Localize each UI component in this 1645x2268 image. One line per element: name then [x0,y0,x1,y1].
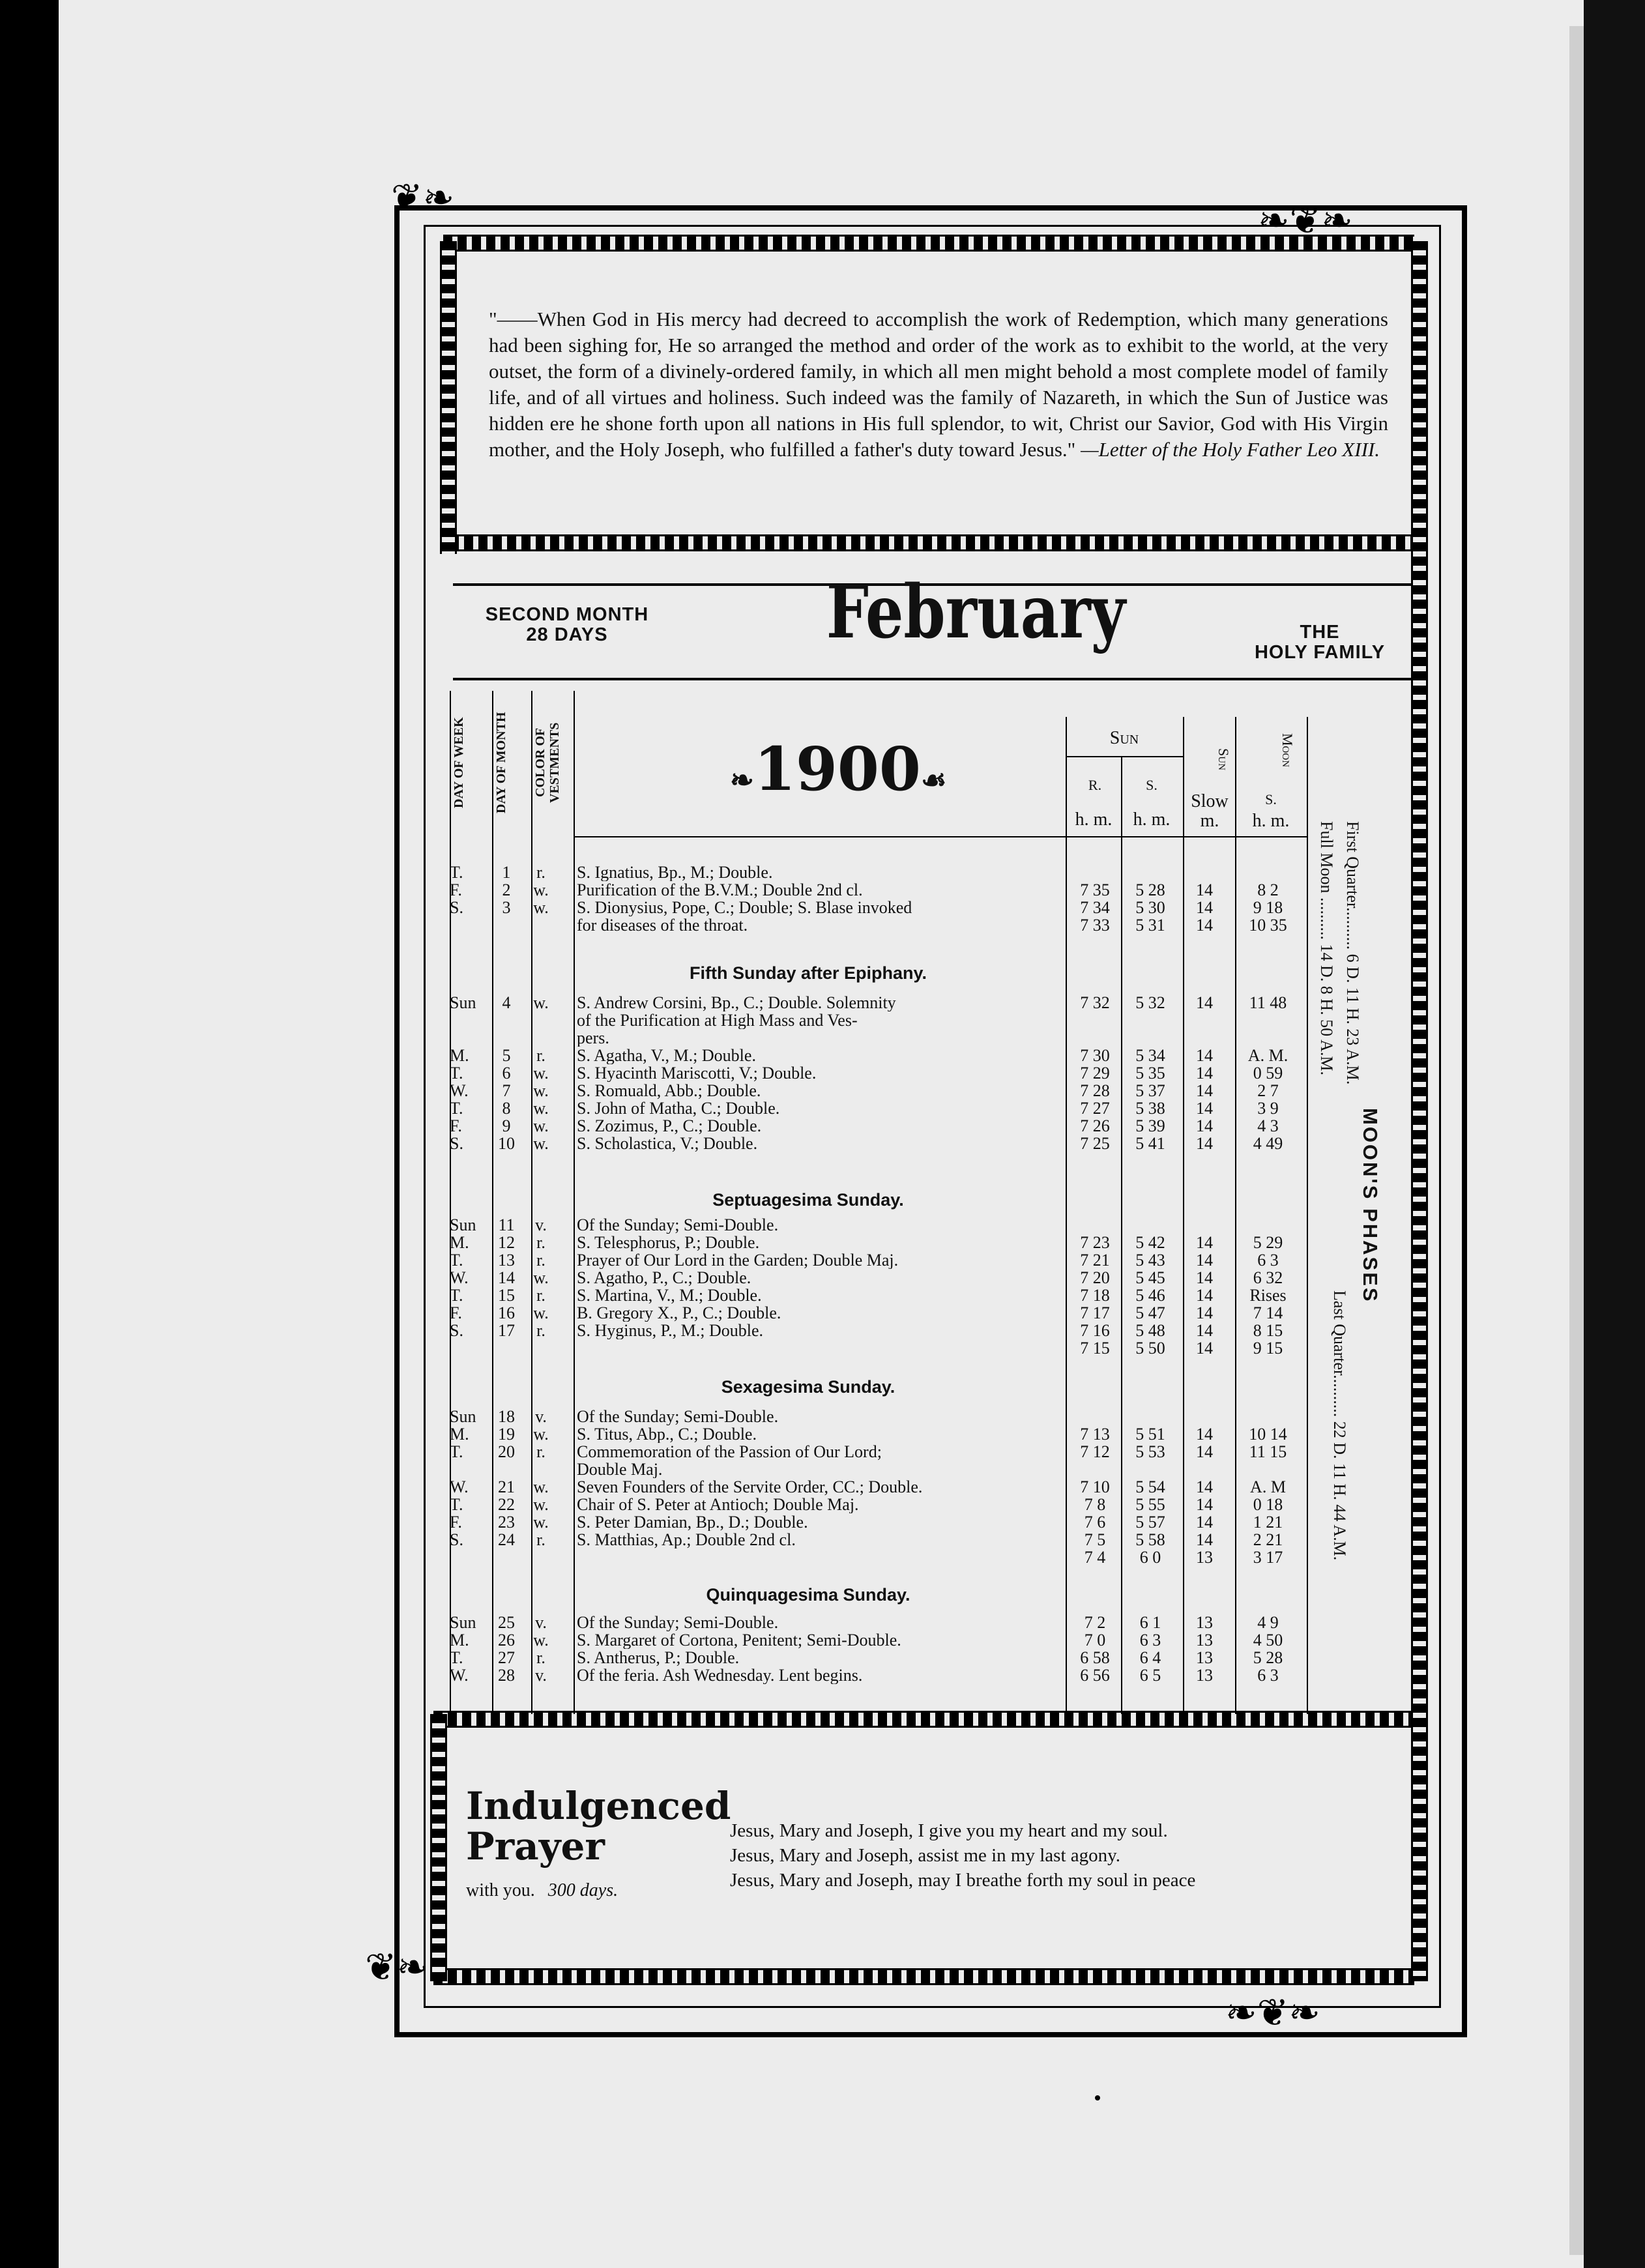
cell-dom: 13 [498,1251,515,1270]
quote-attribution: —Letter of the Holy Father Leo XIII. [1081,438,1380,461]
cell-dom: 25 [498,1613,515,1632]
cell-moon: 10 35 [1249,916,1287,935]
cell-slow: 14 [1196,1425,1213,1444]
set-unit: h. m. [1133,809,1171,830]
cell-set: 5 50 [1135,1339,1165,1358]
quote-block [489,306,1388,463]
cell-dom: 16 [498,1303,515,1322]
cell-moon: 4 49 [1253,1134,1283,1153]
cell-dow: S. [450,898,463,917]
cell-set: 5 46 [1135,1286,1165,1305]
cell-dow: W. [450,1666,469,1685]
cell-dow: T. [450,863,463,882]
cell-col: w. [533,1081,549,1100]
table-line [1307,717,1308,1714]
chain-border-above-prayer [433,1711,1414,1728]
cell-feast: Seven Founders of the Servite Order, CC.; Double. [577,1478,923,1496]
prayer-line: Jesus, Mary and Joseph, assist me in my last agony. [730,1845,1121,1866]
cell-col: r. [536,1530,546,1549]
cell-feast: B. Gregory X., P., C.; Double. [577,1304,781,1322]
cell-dom: 7 [502,1081,511,1100]
moon-unit: h. m. [1252,811,1290,831]
cell-slow: 14 [1196,1134,1213,1153]
cell-moon: 4 3 [1257,1116,1279,1135]
cell-dow: M. [450,1046,469,1065]
col-header-day-of-week: DAY OF WEEK [452,717,466,808]
cell-feast: Prayer of Our Lord in the Garden; Double Maj. [577,1251,899,1269]
cell-moon: 4 50 [1253,1631,1283,1650]
cell-dow: W. [450,1477,469,1496]
cell-dow: Sun [450,993,476,1012]
cell-rise: 7 27 [1080,1099,1110,1118]
cell-rise: 7 26 [1080,1116,1110,1135]
cell-dow: T. [450,1648,463,1667]
cell-slow: 14 [1196,1099,1213,1118]
sun-set-header: S. [1146,777,1157,793]
floral-ornament-top-right: ❧❦❧ [1258,199,1353,242]
cell-set: 5 57 [1135,1513,1165,1532]
last-quarter: Last Quarter.......... 22 D. 11 H. 44 A.M. [1330,1290,1349,1561]
cell-moon: 11 48 [1249,993,1287,1012]
cell-rise: 7 32 [1080,993,1110,1012]
prayer-with-you: with you. [466,1880,535,1900]
table-line [574,691,575,1714]
cell-set: 5 45 [1135,1268,1165,1287]
cell-dow: W. [450,1081,469,1100]
page-shadow [1584,0,1645,2268]
cell-set: 5 37 [1135,1081,1165,1100]
cell-col: w. [533,1064,549,1083]
cell-dom: 8 [502,1099,511,1118]
cell-set: 5 47 [1135,1303,1165,1322]
cell-set: 5 48 [1135,1321,1165,1340]
cell-rise: 7 33 [1080,916,1110,935]
cell-slow: 14 [1196,1286,1213,1305]
cell-dom: 26 [498,1631,515,1650]
cell-slow: 14 [1196,1303,1213,1322]
cell-slow: 14 [1196,1477,1213,1496]
cell-dow: Sun [450,1613,476,1632]
cell-dow: T. [450,1064,463,1083]
chain-border-left-bottom [430,1714,447,1981]
cell-feast: Of the Sunday; Semi-Double. [577,1408,779,1425]
cell-slow: 14 [1196,898,1213,917]
cell-col: v. [535,1407,547,1426]
year-number: 1900 [753,734,921,804]
cell-moon: Rises [1249,1286,1287,1305]
cell-col: w. [533,1303,549,1322]
cell-feast: Double Maj. [577,1461,663,1478]
cell-feast: S. Hyginus, P., M.; Double. [577,1322,764,1339]
cell-feast: S. Hyacinth Mariscotti, V.; Double. [577,1064,817,1082]
sunday-heading: Sexagesima Sunday. [721,1377,895,1397]
cell-moon: 6 3 [1257,1251,1279,1270]
cell-dom: 19 [498,1425,515,1444]
cell-set: 5 39 [1135,1116,1165,1135]
cell-col: r. [536,1648,546,1667]
cell-dom: 4 [502,993,511,1012]
cell-dow: S. [450,1134,463,1153]
table-line [531,691,532,1714]
cell-feast: S. Andrew Corsini, Bp., C.; Double. Solemnity [577,994,896,1011]
cell-moon: 6 32 [1253,1268,1283,1287]
cell-col: w. [533,1116,549,1135]
cell-col: v. [535,1666,547,1685]
cell-moon: 3 17 [1253,1548,1283,1567]
cell-set: 6 0 [1139,1548,1161,1567]
cell-feast: S. Scholastica, V.; Double. [577,1135,758,1152]
cell-rise: 7 25 [1080,1134,1110,1153]
cell-dow: Sun [450,1215,476,1234]
cell-col: v. [535,1215,547,1234]
sun-slow-header-top: Sun [1216,748,1232,770]
cell-rise: 7 28 [1080,1081,1110,1100]
cell-dom: 2 [502,880,511,899]
cell-rise: 7 20 [1080,1268,1110,1287]
cell-dow: F. [450,1116,462,1135]
sun-header-rule [1066,756,1183,757]
cell-feast: S. John of Matha, C.; Double. [577,1099,780,1117]
sun-rise-header: R. [1088,777,1102,793]
year-title: ❧1900☙ [730,734,947,804]
cell-slow: 13 [1196,1548,1213,1567]
slow-unit: m. [1200,811,1219,831]
cell-dom: 3 [502,898,511,917]
rise-unit: h. m. [1075,809,1113,830]
days-count-label: 28 DAYS [526,624,608,645]
cell-slow: 14 [1196,1513,1213,1532]
prayer-title-line1: Indulgenced [466,1784,731,1828]
month-number-label: SECOND MONTH [485,604,649,625]
cell-col: r. [536,1233,546,1252]
cell-slow: 14 [1196,880,1213,899]
sun-slow-header: Slow [1191,791,1229,811]
cell-slow: 14 [1196,916,1213,935]
cell-moon: A. M. [1247,1046,1288,1065]
cell-feast: S. Ignatius, Bp., M.; Double. [577,864,773,881]
cell-col: w. [533,1495,549,1514]
prayer-title-line2: Prayer [466,1824,605,1868]
cell-set: 5 58 [1135,1530,1165,1549]
cell-dow: T. [450,1442,463,1461]
cell-moon: 9 15 [1253,1339,1283,1358]
cell-slow: 14 [1196,1116,1213,1135]
page-mark [1095,2095,1100,2101]
cell-set: 5 43 [1135,1251,1165,1270]
table-header-rule [574,836,1307,837]
prayer-indulgence-days: 300 days. [547,1880,619,1900]
cell-moon: 0 59 [1253,1064,1283,1083]
cell-rise: 7 2 [1084,1613,1106,1632]
cell-dom: 23 [498,1513,515,1532]
cell-dom: 9 [502,1116,511,1135]
prayer-line: Jesus, Mary and Joseph, may I breathe forth my soul in peace [730,1870,1196,1891]
cell-rise: 7 8 [1084,1495,1106,1514]
cell-col: w. [533,1425,549,1444]
chain-border-left-top [440,241,457,554]
cell-dom: 24 [498,1530,515,1549]
cell-moon: 8 15 [1253,1321,1283,1340]
cell-set: 5 51 [1135,1425,1165,1444]
cell-rise: 7 23 [1080,1233,1110,1252]
cell-slow: 13 [1196,1648,1213,1667]
cell-feast: S. Titus, Abp., C.; Double. [577,1425,757,1443]
cell-set: 6 3 [1139,1631,1161,1650]
dedication-line2: HOLY FAMILY [1254,642,1386,663]
cell-dow: M. [450,1425,469,1444]
prayer-line: Jesus, Mary and Joseph, I give you my heart and my soul. [730,1820,1168,1841]
sunday-heading: Fifth Sunday after Epiphany. [689,963,927,983]
cell-slow: 14 [1196,1530,1213,1549]
prayer-subtitle [466,1880,618,1901]
table-line [1235,717,1236,1714]
table-line [450,691,451,1714]
cell-col: r. [536,863,546,882]
month-title: February [826,570,1126,655]
cell-moon: 6 3 [1257,1666,1279,1685]
cell-feast: S. Martina, V., M.; Double. [577,1287,762,1304]
cell-moon: 5 28 [1253,1648,1283,1667]
cell-set: 6 4 [1139,1648,1161,1667]
cell-dom: 28 [498,1666,515,1685]
moon-set-header: S. [1265,791,1277,807]
cell-set: 5 42 [1135,1233,1165,1252]
month-count [469,605,665,645]
cell-feast: Purification of the B.V.M.; Double 2nd cl. [577,881,863,899]
cell-set: 6 1 [1139,1613,1161,1632]
cell-moon: A. M [1250,1477,1286,1496]
cell-dow: F. [450,880,462,899]
cell-set: 5 55 [1135,1495,1165,1514]
cell-slow: 14 [1196,1268,1213,1287]
cell-rise: 7 35 [1080,880,1110,899]
col-header-day-of-month: DAY OF MONTH [494,712,508,813]
cell-col: w. [533,880,549,899]
cell-moon: 2 7 [1257,1081,1279,1100]
cell-rise: 7 18 [1080,1286,1110,1305]
cell-set: 5 53 [1135,1442,1165,1461]
cell-feast: Chair of S. Peter at Antioch; Double Maj. [577,1496,859,1513]
cell-feast: S. Telesphorus, P.; Double. [577,1234,760,1251]
cell-rise: 7 4 [1084,1548,1106,1567]
cell-slow: 14 [1196,1442,1213,1461]
cell-moon: 0 18 [1253,1495,1283,1514]
cell-feast: S. Romuald, Abb.; Double. [577,1082,761,1099]
cell-set: 5 54 [1135,1477,1165,1496]
cell-col: r. [536,1286,546,1305]
cell-rise: 7 17 [1080,1303,1110,1322]
cell-slow: 14 [1196,1233,1213,1252]
cell-dom: 20 [498,1442,515,1461]
cell-rise: 7 29 [1080,1064,1110,1083]
col-header-vestment-color: COLOR OF VESTMENTS [533,722,562,803]
cell-feast: S. Dionysius, Pope, C.; Double; S. Blase invoked [577,899,912,916]
cell-slow: 14 [1196,1046,1213,1065]
quote-text: "——When God in His mercy had decreed to accomplish the work of Redemption, which many generations had been sighing for, He so arranged the method and order of the work as to exhibit to the world, at the very outset, the form of a divinely-ordered family, in which all men might behold a most complete model of family life, and of all virtues and holiness. Such indeed was the family of Nazareth, in which the Sun of Justice was hidden ere he shone forth upon all nations in His full splendor, to wit, Christ our Savior, God with His Virgin mother, and the Holy Joseph, who fulfilled a father's duty toward Jesus." [489,308,1388,461]
cell-col: w. [533,1631,549,1650]
cell-feast: S. Zozimus, P., C.; Double. [577,1117,762,1135]
full-moon: Full Moon .......... 14 D. 8 H. 50 A.M. [1317,821,1336,1076]
cell-moon: 10 14 [1249,1425,1287,1444]
cell-moon: 3 9 [1257,1099,1279,1118]
floral-ornament-bottom-left: ❦❧ [365,1946,429,1988]
cell-rise: 7 6 [1084,1513,1106,1532]
cell-feast: of the Purification at High Mass and Ves- [577,1011,858,1029]
cell-set: 5 34 [1135,1046,1165,1065]
cell-dow: F. [450,1303,462,1322]
cell-feast: Commemoration of the Passion of Our Lord; [577,1443,882,1461]
cell-col: v. [535,1613,547,1632]
cell-moon: 2 21 [1253,1530,1283,1549]
cell-feast: pers. [577,1029,609,1047]
cell-rise: 7 12 [1080,1442,1110,1461]
cell-slow: 13 [1196,1631,1213,1650]
chain-border-below-quote [450,534,1414,551]
moon-phases-title: MOON'S PHASES [1359,1108,1382,1303]
cell-slow: 14 [1196,1064,1213,1083]
cell-feast: S. Peter Damian, Bp., D.; Double. [577,1513,808,1531]
cell-rise: 6 56 [1080,1666,1110,1685]
cell-dom: 1 [502,863,511,882]
sun-header: Sun [1109,728,1139,748]
cell-dom: 10 [498,1134,515,1153]
cell-slow: 14 [1196,993,1213,1012]
dedication-line1: THE [1300,622,1340,643]
cell-feast: S. Agatho, P., C.; Double. [577,1269,751,1287]
cell-col: r. [536,1251,546,1270]
cell-dom: 21 [498,1477,515,1496]
cell-col: w. [533,898,549,917]
cell-rise: 7 13 [1080,1425,1110,1444]
cell-dom: 5 [502,1046,511,1065]
cell-set: 5 38 [1135,1099,1165,1118]
cell-col: w. [533,1477,549,1496]
cell-rise: 7 16 [1080,1321,1110,1340]
cell-moon: 1 21 [1253,1513,1283,1532]
prayer-title [466,1784,731,1868]
floral-ornament-top-left: ❦❧ [391,177,455,219]
cell-set: 5 35 [1135,1064,1165,1083]
cell-moon: 9 18 [1253,898,1283,917]
cell-slow: 14 [1196,1251,1213,1270]
cell-moon: 11 15 [1249,1442,1287,1461]
cell-rise: 7 30 [1080,1046,1110,1065]
cell-set: 5 31 [1135,916,1165,935]
cell-dow: S. [450,1530,463,1549]
cell-dow: T. [450,1286,463,1305]
cell-feast: Of the Sunday; Semi-Double. [577,1216,779,1234]
cell-feast: Of the Sunday; Semi-Double. [577,1614,779,1631]
cell-col: w. [533,1513,549,1532]
cell-slow: 13 [1196,1666,1213,1685]
cell-dow: F. [450,1513,462,1532]
cell-dow: T. [450,1495,463,1514]
cell-moon: 5 29 [1253,1233,1283,1252]
cell-dom: 17 [498,1321,515,1340]
cell-moon: 4 9 [1257,1613,1279,1632]
header-rule-bottom [453,678,1411,680]
cell-dow: W. [450,1268,469,1287]
cell-dom: 22 [498,1495,515,1514]
cell-rise: 7 10 [1080,1477,1110,1496]
cell-dow: T. [450,1251,463,1270]
cell-rise: 7 0 [1084,1631,1106,1650]
prayer-text [730,1818,1382,1893]
cell-slow: 13 [1196,1613,1213,1632]
cell-dow: S. [450,1321,463,1340]
cell-dom: 14 [498,1268,515,1287]
cell-dom: 11 [498,1215,515,1234]
first-quarter: First Quarter.......... 6 D. 11 H. 23 A.M. [1343,821,1362,1085]
cell-col: r. [536,1321,546,1340]
cell-set: 5 41 [1135,1134,1165,1153]
chain-border-bottom [433,1968,1414,1985]
cell-slow: 14 [1196,1081,1213,1100]
cell-dow: M. [450,1233,469,1252]
cell-col: w. [533,993,549,1012]
cell-dow: Sun [450,1407,476,1426]
cell-slow: 14 [1196,1495,1213,1514]
cell-set: 5 30 [1135,898,1165,917]
month-dedication [1232,622,1408,663]
sunday-heading: Quinquagesima Sunday. [706,1585,910,1605]
cell-moon: 7 14 [1253,1303,1283,1322]
cell-col: w. [533,1268,549,1287]
cell-dom: 15 [498,1286,515,1305]
cell-col: r. [536,1442,546,1461]
cell-col: w. [533,1099,549,1118]
floral-ornament-bottom-right: ❧❦❧ [1225,1992,1320,2034]
chain-border-right [1411,241,1428,1981]
cell-dom: 18 [498,1407,515,1426]
cell-col: r. [536,1046,546,1065]
cell-set: 5 32 [1135,993,1165,1012]
cell-feast: S. Matthias, Ap.; Double 2nd cl. [577,1531,796,1548]
cell-slow: 14 [1196,1321,1213,1340]
cell-dom: 27 [498,1648,515,1667]
cell-set: 6 5 [1139,1666,1161,1685]
cell-dom: 6 [502,1064,511,1083]
cell-rise: 7 15 [1080,1339,1110,1358]
cell-feast: S. Antherus, P.; Double. [577,1649,740,1666]
cell-slow: 14 [1196,1339,1213,1358]
cell-dow: M. [450,1631,469,1650]
cell-rise: 6 58 [1080,1648,1110,1667]
sunday-heading: Septuagesima Sunday. [712,1190,904,1210]
moon-header: Moon [1279,733,1296,768]
cell-col: w. [533,1134,549,1153]
cell-dom: 12 [498,1233,515,1252]
cell-rise: 7 21 [1080,1251,1110,1270]
cell-feast: for diseases of the throat. [577,916,748,934]
cell-feast: S. Agatha, V., M.; Double. [577,1047,756,1064]
page-edge [1569,26,1584,2255]
cell-moon: 8 2 [1257,880,1279,899]
cell-rise: 7 34 [1080,898,1110,917]
cell-feast: S. Margaret of Cortona, Penitent; Semi-Double. [577,1631,901,1649]
cell-feast: Of the feria. Ash Wednesday. Lent begins. [577,1666,863,1684]
cell-set: 5 28 [1135,880,1165,899]
cell-dow: T. [450,1099,463,1118]
table-line [492,691,493,1714]
cell-rise: 7 5 [1084,1530,1106,1549]
